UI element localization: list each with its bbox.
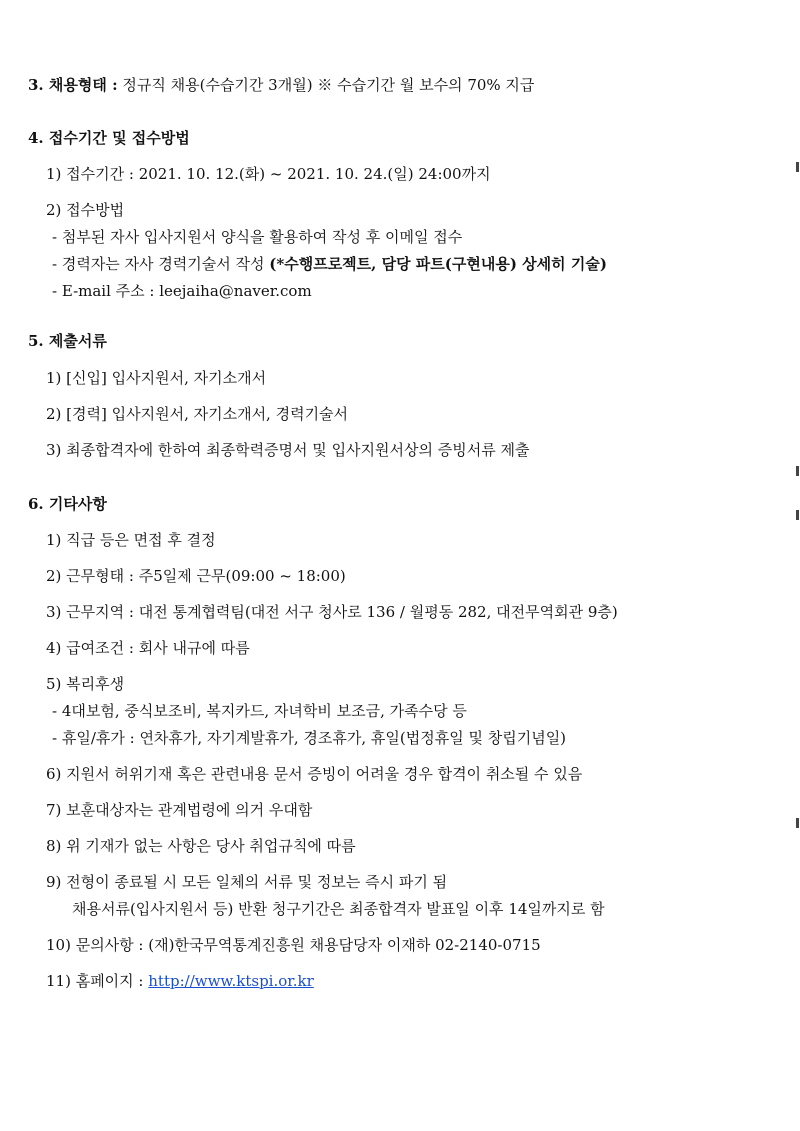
method-bullet-2 (52, 254, 607, 274)
section-5-heading: 5. 제출서류 (28, 332, 107, 350)
section-3-heading: 3. 채용형태 : (28, 76, 118, 94)
method-bullet-1: - 첨부된 자사 입사지원서 양식을 활용하여 작성 후 이메일 접수 (52, 228, 463, 246)
other-item-11 (46, 971, 314, 991)
other-item-8: 8) 위 기재가 없는 사항은 당사 취업규칙에 따름 (46, 837, 356, 855)
homepage-label: 11) 홈페이지 : (46, 972, 149, 990)
other-item-9-continued: 채용서류(입사지원서 등) 반환 청구기간은 최종합격자 발표일 이후 14일까지로 함 (72, 900, 605, 918)
email-address[interactable]: leejaiha@naver.com (159, 282, 312, 300)
employment-type-line (28, 75, 534, 95)
other-item-4: 4) 급여조건 : 회사 내규에 따름 (46, 639, 250, 657)
document-item: 2) [경력] 입사지원서, 자기소개서, 경력기술서 (46, 405, 349, 423)
document-item: 3) 최종합격자에 한하여 최종학력증명서 및 입사지원서상의 증빙서류 제출 (46, 441, 530, 459)
section-6-heading: 6. 기타사항 (28, 495, 107, 513)
welfare-bullet-1: - 4대보험, 중식보조비, 복지카드, 자녀학비 보조금, 가족수당 등 (52, 702, 467, 720)
method-bullet-2-bold: (*수행프로젝트, 담당 파트(구현내용) 상세히 기술) (269, 255, 607, 273)
application-method: 2) 접수방법 (46, 201, 125, 219)
method-bullet-2-text: - 경력자는 자사 경력기술서 작성 (52, 255, 270, 273)
application-period: 1) 접수기간 : 2021. 10. 12.(화) ~ 2021. 10. 24.(일) 24:00까지 (46, 165, 491, 183)
edge-mark (796, 162, 799, 172)
other-item-3: 3) 근무지역 : 대전 통계협력팀(대전 서구 청사로 136 / 월평동 282, 대전무역회관 9층) (46, 603, 618, 621)
homepage-link[interactable]: http://www.ktspi.or.kr (148, 972, 314, 990)
welfare-bullet-2: - 휴일/휴가 : 연차휴가, 자기계발휴가, 경조휴가, 휴일(법정휴일 및 창립기념일) (52, 729, 567, 747)
edge-mark (796, 466, 799, 476)
other-item-1: 1) 직급 등은 면접 후 결정 (46, 531, 216, 549)
other-item-2: 2) 근무형태 : 주5일제 근무(09:00 ~ 18:00) (46, 567, 346, 585)
other-item-7: 7) 보훈대상자는 관계법령에 의거 우대함 (46, 801, 313, 819)
document-item: 1) [신입] 입사지원서, 자기소개서 (46, 369, 267, 387)
other-item-9: 9) 전형이 종료될 시 모든 일체의 서류 및 정보는 즉시 파기 됨 (46, 873, 448, 891)
email-label: - E-mail 주소 : (52, 282, 160, 300)
other-item-5: 5) 복리후생 (46, 675, 125, 693)
email-line (52, 281, 312, 301)
edge-mark (796, 818, 799, 828)
other-item-10: 10) 문의사항 : (재)한국무역통계진흥원 채용담당자 이재하 02-2140-0715 (46, 936, 541, 954)
edge-mark (796, 510, 799, 520)
other-item-6: 6) 지원서 허위기재 혹은 관련내용 문서 증빙이 어려울 경우 합격이 취소될 수 있음 (46, 765, 583, 783)
section-4-heading: 4. 접수기간 및 접수방법 (28, 129, 190, 147)
employment-type-text: 정규직 채용(수습기간 3개월) ※ 수습기간 월 보수의 70% 지급 (117, 76, 535, 94)
